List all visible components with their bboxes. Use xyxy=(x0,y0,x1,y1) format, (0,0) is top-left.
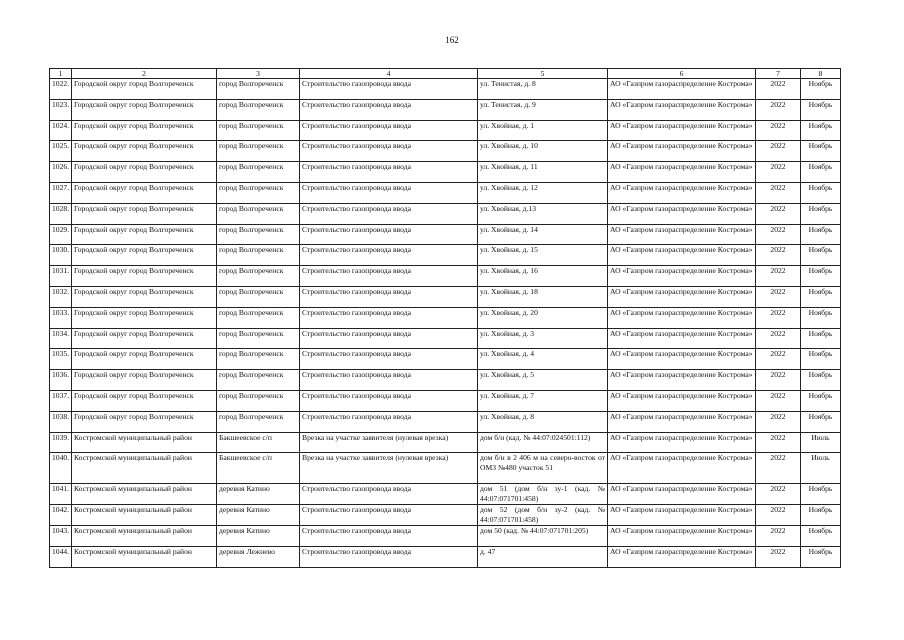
month-cell: Ноябрь xyxy=(801,349,841,370)
column-number-row xyxy=(50,69,841,79)
row-number: 1042. xyxy=(50,505,72,526)
table-row xyxy=(50,79,841,100)
district-cell: Городской округ город Волгореченск xyxy=(72,245,217,266)
table-row xyxy=(50,328,841,349)
district-cell: Городской округ город Волгореченск xyxy=(72,390,217,411)
address-cell: ул. Хвойная, д. 7 xyxy=(478,390,608,411)
table-row xyxy=(50,99,841,120)
work-type-cell: Строительство газопровода ввода xyxy=(300,162,478,183)
table-row xyxy=(50,224,841,245)
settlement-cell: город Волгореченск xyxy=(217,370,300,391)
year-cell: 2022 xyxy=(756,370,801,391)
year-cell: 2022 xyxy=(756,307,801,328)
district-cell: Костромской муниципальный район xyxy=(72,432,217,453)
table-row xyxy=(50,526,841,547)
year-cell: 2022 xyxy=(756,453,801,484)
district-cell: Костромской муниципальный район xyxy=(72,505,217,526)
column-header: 2 xyxy=(72,69,217,79)
settlement-cell: город Волгореченск xyxy=(217,162,300,183)
organization-cell: АО «Газпром газораспределение Кострома» xyxy=(608,432,756,453)
address-cell: ул. Хвойная, д. 15 xyxy=(478,245,608,266)
row-number: 1025. xyxy=(50,141,72,162)
year-cell: 2022 xyxy=(756,349,801,370)
table-row xyxy=(50,390,841,411)
district-cell: Городской округ город Волгореченск xyxy=(72,224,217,245)
district-cell: Костромской муниципальный район xyxy=(72,526,217,547)
column-header: 8 xyxy=(801,69,841,79)
settlement-cell: город Волгореченск xyxy=(217,79,300,100)
address-cell: ул. Хвойная, д. 1 xyxy=(478,120,608,141)
table-row xyxy=(50,505,841,526)
month-cell: Ноябрь xyxy=(801,162,841,183)
year-cell: 2022 xyxy=(756,162,801,183)
year-cell: 2022 xyxy=(756,286,801,307)
organization-cell: АО «Газпром газораспределение Кострома» xyxy=(608,266,756,287)
column-header: 4 xyxy=(300,69,478,79)
table-row xyxy=(50,203,841,224)
year-cell: 2022 xyxy=(756,120,801,141)
district-cell: Городской округ город Волгореченск xyxy=(72,266,217,287)
district-cell: Городской округ город Волгореченск xyxy=(72,349,217,370)
year-cell: 2022 xyxy=(756,141,801,162)
district-cell: Городской округ город Волгореченск xyxy=(72,411,217,432)
address-cell: ул. Хвойная, д. 3 xyxy=(478,328,608,349)
table-row xyxy=(50,141,841,162)
organization-cell: АО «Газпром газораспределение Кострома» xyxy=(608,203,756,224)
row-number: 1031. xyxy=(50,266,72,287)
table-row xyxy=(50,547,841,568)
district-cell: Городской округ город Волгореченск xyxy=(72,141,217,162)
year-cell: 2022 xyxy=(756,203,801,224)
address-cell: ул. Хвойная, д. 10 xyxy=(478,141,608,162)
organization-cell: АО «Газпром газораспределение Кострома» xyxy=(608,141,756,162)
table-row xyxy=(50,411,841,432)
row-number: 1039. xyxy=(50,432,72,453)
work-type-cell: Строительство газопровода ввода xyxy=(300,484,478,505)
row-number: 1041. xyxy=(50,484,72,505)
month-cell: Ноябрь xyxy=(801,526,841,547)
year-cell: 2022 xyxy=(756,224,801,245)
row-number: 1040. xyxy=(50,453,72,484)
year-cell: 2022 xyxy=(756,328,801,349)
district-cell: Костромской муниципальный район xyxy=(72,484,217,505)
address-cell: ул. Хвойная, д.13 xyxy=(478,203,608,224)
address-cell: дом 51 (дом б/н зу-1 (кад. № 44:07:071701:458) xyxy=(478,484,608,505)
district-cell: Костромской муниципальный район xyxy=(72,453,217,484)
work-type-cell: Строительство газопровода ввода xyxy=(300,79,478,100)
settlement-cell: город Волгореченск xyxy=(217,224,300,245)
year-cell: 2022 xyxy=(756,484,801,505)
month-cell: Ноябрь xyxy=(801,79,841,100)
address-cell: дом 50 (кад. № 44:07:071701:205) xyxy=(478,526,608,547)
organization-cell: АО «Газпром газораспределение Кострома» xyxy=(608,224,756,245)
column-header: 5 xyxy=(478,69,608,79)
address-cell: ул. Хвойная, д. 20 xyxy=(478,307,608,328)
month-cell: Ноябрь xyxy=(801,141,841,162)
year-cell: 2022 xyxy=(756,432,801,453)
organization-cell: АО «Газпром газораспределение Кострома» xyxy=(608,328,756,349)
work-type-cell: Строительство газопровода ввода xyxy=(300,390,478,411)
month-cell: Июль xyxy=(801,453,841,484)
address-cell: ул. Хвойная, д. 4 xyxy=(478,349,608,370)
month-cell: Ноябрь xyxy=(801,286,841,307)
month-cell: Ноябрь xyxy=(801,245,841,266)
settlement-cell: город Волгореченск xyxy=(217,266,300,287)
work-type-cell: Строительство газопровода ввода xyxy=(300,349,478,370)
work-type-cell: Строительство газопровода ввода xyxy=(300,370,478,391)
address-cell: ул. Хвойная, д. 14 xyxy=(478,224,608,245)
row-number: 1035. xyxy=(50,349,72,370)
organization-cell: АО «Газпром газораспределение Кострома» xyxy=(608,411,756,432)
row-number: 1027. xyxy=(50,182,72,203)
settlement-cell: деревня Лежнево xyxy=(217,547,300,568)
settlement-cell: город Волгореченск xyxy=(217,141,300,162)
settlement-cell: город Волгореченск xyxy=(217,245,300,266)
month-cell: Ноябрь xyxy=(801,266,841,287)
organization-cell: АО «Газпром газораспределение Кострома» xyxy=(608,182,756,203)
district-cell: Городской округ город Волгореченск xyxy=(72,328,217,349)
work-type-cell: Строительство газопровода ввода xyxy=(300,328,478,349)
row-number: 1028. xyxy=(50,203,72,224)
address-cell: ул. Хвойная, д. 16 xyxy=(478,266,608,287)
settlement-cell: деревня Катино xyxy=(217,505,300,526)
year-cell: 2022 xyxy=(756,390,801,411)
address-cell: дом б/н в 2 406 м на северо-восток от ОМЗ №480 участок 51 xyxy=(478,453,608,484)
organization-cell: АО «Газпром газораспределение Кострома» xyxy=(608,349,756,370)
month-cell: Ноябрь xyxy=(801,505,841,526)
row-number: 1036. xyxy=(50,370,72,391)
table-row xyxy=(50,245,841,266)
settlement-cell: город Волгореченск xyxy=(217,99,300,120)
month-cell: Ноябрь xyxy=(801,99,841,120)
district-cell: Городской округ город Волгореченск xyxy=(72,370,217,391)
year-cell: 2022 xyxy=(756,547,801,568)
month-cell: Ноябрь xyxy=(801,411,841,432)
organization-cell: АО «Газпром газораспределение Кострома» xyxy=(608,120,756,141)
address-cell: ул. Хвойная, д. 11 xyxy=(478,162,608,183)
column-header: 1 xyxy=(50,69,72,79)
organization-cell: АО «Газпром газораспределение Кострома» xyxy=(608,390,756,411)
work-type-cell: Строительство газопровода ввода xyxy=(300,182,478,203)
month-cell: Ноябрь xyxy=(801,120,841,141)
work-type-cell: Врезка на участке заявителя (нулевая врезка) xyxy=(300,432,478,453)
row-number: 1032. xyxy=(50,286,72,307)
table-row xyxy=(50,307,841,328)
year-cell: 2022 xyxy=(756,79,801,100)
year-cell: 2022 xyxy=(756,411,801,432)
page-number: 162 xyxy=(445,35,459,45)
district-cell: Городской округ город Волгореченск xyxy=(72,99,217,120)
settlement-cell: город Волгореченск xyxy=(217,286,300,307)
settlement-cell: город Волгореченск xyxy=(217,307,300,328)
work-type-cell: Строительство газопровода ввода xyxy=(300,505,478,526)
month-cell: Ноябрь xyxy=(801,328,841,349)
table-row xyxy=(50,432,841,453)
organization-cell: АО «Газпром газораспределение Кострома» xyxy=(608,162,756,183)
work-type-cell: Строительство газопровода ввода xyxy=(300,141,478,162)
settlement-cell: город Волгореченск xyxy=(217,349,300,370)
organization-cell: АО «Газпром газораспределение Кострома» xyxy=(608,245,756,266)
month-cell: Ноябрь xyxy=(801,307,841,328)
work-type-cell: Строительство газопровода ввода xyxy=(300,307,478,328)
work-type-cell: Строительство газопровода ввода xyxy=(300,266,478,287)
month-cell: Ноябрь xyxy=(801,182,841,203)
organization-cell: АО «Газпром газораспределение Кострома» xyxy=(608,99,756,120)
year-cell: 2022 xyxy=(756,505,801,526)
row-number: 1033. xyxy=(50,307,72,328)
settlement-cell: город Волгореченск xyxy=(217,182,300,203)
settlement-cell: город Волгореченск xyxy=(217,390,300,411)
gasification-schedule-table xyxy=(49,68,841,568)
month-cell: Ноябрь xyxy=(801,484,841,505)
year-cell: 2022 xyxy=(756,182,801,203)
month-cell: Ноябрь xyxy=(801,390,841,411)
work-type-cell: Строительство газопровода ввода xyxy=(300,203,478,224)
month-cell: Ноябрь xyxy=(801,203,841,224)
month-cell: Ноябрь xyxy=(801,224,841,245)
organization-cell: АО «Газпром газораспределение Кострома» xyxy=(608,484,756,505)
row-number: 1038. xyxy=(50,411,72,432)
work-type-cell: Строительство газопровода ввода xyxy=(300,99,478,120)
table-row xyxy=(50,286,841,307)
table-row xyxy=(50,120,841,141)
organization-cell: АО «Газпром газораспределение Кострома» xyxy=(608,547,756,568)
row-number: 1026. xyxy=(50,162,72,183)
address-cell: ул. Хвойная, д. 5 xyxy=(478,370,608,391)
organization-cell: АО «Газпром газораспределение Кострома» xyxy=(608,286,756,307)
address-cell: ул. Тенистая, д. 8 xyxy=(478,79,608,100)
month-cell: Июль xyxy=(801,432,841,453)
district-cell: Городской округ город Волгореченск xyxy=(72,162,217,183)
settlement-cell: Бакшеевское с/п xyxy=(217,453,300,484)
column-header: 7 xyxy=(756,69,801,79)
district-cell: Городской округ город Волгореченск xyxy=(72,307,217,328)
settlement-cell: город Волгореченск xyxy=(217,120,300,141)
organization-cell: АО «Газпром газораспределение Кострома» xyxy=(608,453,756,484)
work-type-cell: Строительство газопровода ввода xyxy=(300,411,478,432)
work-type-cell: Строительство газопровода ввода xyxy=(300,224,478,245)
month-cell: Ноябрь xyxy=(801,370,841,391)
row-number: 1037. xyxy=(50,390,72,411)
organization-cell: АО «Газпром газораспределение Кострома» xyxy=(608,370,756,391)
settlement-cell: город Волгореченск xyxy=(217,328,300,349)
month-cell: Ноябрь xyxy=(801,547,841,568)
table-row xyxy=(50,266,841,287)
row-number: 1030. xyxy=(50,245,72,266)
year-cell: 2022 xyxy=(756,266,801,287)
work-type-cell: Строительство газопровода ввода xyxy=(300,286,478,307)
organization-cell: АО «Газпром газораспределение Кострома» xyxy=(608,307,756,328)
organization-cell: АО «Газпром газораспределение Кострома» xyxy=(608,505,756,526)
district-cell: Городской округ город Волгореченск xyxy=(72,203,217,224)
settlement-cell: деревня Катино xyxy=(217,526,300,547)
work-type-cell: Врезка на участке заявителя (нулевая врезка) xyxy=(300,453,478,484)
district-cell: Городской округ город Волгореченск xyxy=(72,182,217,203)
settlement-cell: деревня Катино xyxy=(217,484,300,505)
table-row xyxy=(50,370,841,391)
work-type-cell: Строительство газопровода ввода xyxy=(300,547,478,568)
column-header: 3 xyxy=(217,69,300,79)
address-cell: ул. Хвойная, д. 8 xyxy=(478,411,608,432)
work-type-cell: Строительство газопровода ввода xyxy=(300,120,478,141)
organization-cell: АО «Газпром газораспределение Кострома» xyxy=(608,79,756,100)
row-number: 1043. xyxy=(50,526,72,547)
year-cell: 2022 xyxy=(756,526,801,547)
address-cell: ул. Хвойная, д. 12 xyxy=(478,182,608,203)
address-cell: ул. Тенистая, д. 9 xyxy=(478,99,608,120)
settlement-cell: Бакшеевское с/п xyxy=(217,432,300,453)
address-cell: ул. Хвойная, д. 18 xyxy=(478,286,608,307)
address-cell: дом б/н (кад. № 44:07:024501:112) xyxy=(478,432,608,453)
row-number: 1044. xyxy=(50,547,72,568)
work-type-cell: Строительство газопровода ввода xyxy=(300,526,478,547)
year-cell: 2022 xyxy=(756,245,801,266)
table-row xyxy=(50,453,841,484)
table-row xyxy=(50,349,841,370)
district-cell: Городской округ город Волгореченск xyxy=(72,120,217,141)
settlement-cell: город Волгореченск xyxy=(217,203,300,224)
settlement-cell: город Волгореченск xyxy=(217,411,300,432)
district-cell: Городской округ город Волгореченск xyxy=(72,286,217,307)
row-number: 1029. xyxy=(50,224,72,245)
district-cell: Костромской муниципальный район xyxy=(72,547,217,568)
organization-cell: АО «Газпром газораспределение Кострома» xyxy=(608,526,756,547)
district-cell: Городской округ город Волгореченск xyxy=(72,79,217,100)
year-cell: 2022 xyxy=(756,99,801,120)
address-cell: дом 52 (дом б/н зу-2 (кад. № 44:07:071701:458) xyxy=(478,505,608,526)
row-number: 1023. xyxy=(50,99,72,120)
column-header: 6 xyxy=(608,69,756,79)
row-number: 1022. xyxy=(50,79,72,100)
row-number: 1024. xyxy=(50,120,72,141)
work-type-cell: Строительство газопровода ввода xyxy=(300,245,478,266)
address-cell: д. 47 xyxy=(478,547,608,568)
row-number: 1034. xyxy=(50,328,72,349)
table-row xyxy=(50,162,841,183)
table-row xyxy=(50,182,841,203)
table-row xyxy=(50,484,841,505)
